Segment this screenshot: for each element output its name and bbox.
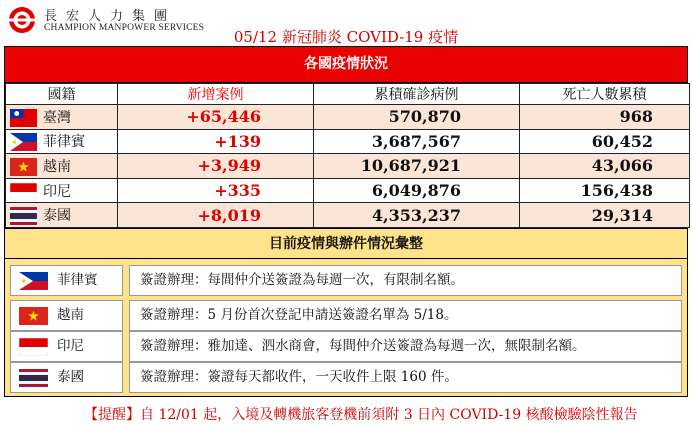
table-header-row (6, 84, 690, 105)
row-country-cell (6, 203, 118, 228)
row-country-cell (6, 154, 118, 179)
notice-country-name: 菲律賓 (57, 272, 98, 288)
thailand-flag-icon (19, 369, 48, 387)
indonesia-flag-icon (19, 338, 48, 356)
notice-row (10, 265, 682, 296)
notice-country (10, 300, 123, 331)
page-title: 05/12 新冠肺炎 COVID-19 疫情 (233, 28, 459, 46)
notice-row (10, 362, 682, 393)
table-row (6, 154, 690, 179)
deaths-cell: 156,438 (520, 178, 690, 203)
header-total-cases: 累積確診病例 (314, 84, 520, 105)
philippines-flag-icon (10, 133, 37, 151)
vietnam-flag-icon (19, 307, 48, 325)
thailand-flag-icon (10, 207, 37, 225)
vietnam-flag-icon (10, 158, 37, 176)
total-cases-cell: 10,687,921 (314, 154, 520, 179)
new-cases-cell: +65,446 (118, 105, 314, 130)
total-cases-cell: 570,870 (314, 105, 520, 130)
notices-banner: 目前疫情與辦件情況彙整 (4, 229, 688, 259)
total-cases-cell: 6,049,876 (314, 178, 520, 203)
notice-country (10, 265, 123, 296)
notice-country (10, 362, 123, 393)
logo-chinese-name: 長宏人力集團 (44, 9, 177, 24)
deaths-cell: 968 (520, 105, 690, 130)
total-cases-cell: 3,687,567 (314, 129, 520, 154)
reminder-footer: 【提醒】自 12/01 起，入境及轉機旅客登機前須附 3 日內 COVID-19 核酸檢驗陰性報告 (84, 407, 638, 423)
table-row (6, 129, 690, 154)
philippines-flag-icon (19, 272, 48, 290)
logo-english-name: CHAMPION MANPOWER SERVICES (44, 23, 205, 33)
notice-text: 簽證辦理：5 月份首次登記申請送簽證名單為 5/18。 (129, 300, 682, 331)
stats-banner: 各國疫情狀況 (5, 47, 687, 83)
new-cases-cell: +8,019 (118, 203, 314, 228)
header-country: 國籍 (6, 84, 118, 105)
row-country-cell (6, 105, 118, 130)
header-new-cases: 新增案例 (118, 84, 314, 105)
country-name: 越南 (43, 158, 71, 175)
country-stats-table (4, 46, 688, 229)
table-row (6, 178, 690, 203)
notice-row (10, 300, 682, 331)
new-cases-cell: +335 (118, 178, 314, 203)
deaths-cell: 43,066 (520, 154, 690, 179)
notice-country (10, 331, 123, 362)
indonesia-flag-icon (10, 183, 37, 201)
notice-row (10, 331, 682, 362)
deaths-cell: 60,452 (520, 129, 690, 154)
new-cases-cell: +139 (118, 129, 314, 154)
table-row (6, 203, 690, 228)
row-country-cell (6, 178, 118, 203)
taiwan-flag-icon (10, 109, 37, 127)
new-cases-cell: +3,949 (118, 154, 314, 179)
notice-text: 簽證辦理：每間仲介送簽證為每週一次，有限制名額。 (129, 265, 682, 296)
total-cases-cell: 4,353,237 (314, 203, 520, 228)
country-name: 菲律賓 (43, 134, 85, 151)
notice-text: 簽證辦理：雅加達、泗水商會，每間仲介送簽證為每週一次，無限制名額。 (129, 331, 682, 362)
notice-text: 簽證辦理：簽證每天都收件，一天收件上限 160 件。 (129, 362, 682, 393)
header-deaths: 死亡人數累積 (520, 84, 690, 105)
table-row (6, 105, 690, 130)
stats-grid (5, 83, 690, 228)
deaths-cell: 29,314 (520, 203, 690, 228)
country-name: 泰國 (43, 208, 71, 225)
notices-panel (4, 259, 688, 397)
country-name: 臺灣 (43, 109, 71, 126)
notice-country-name: 越南 (57, 307, 84, 323)
row-country-cell (6, 129, 118, 154)
notice-country-name: 泰國 (57, 369, 84, 385)
notice-country-name: 印尼 (57, 338, 84, 354)
country-name: 印尼 (43, 183, 71, 200)
